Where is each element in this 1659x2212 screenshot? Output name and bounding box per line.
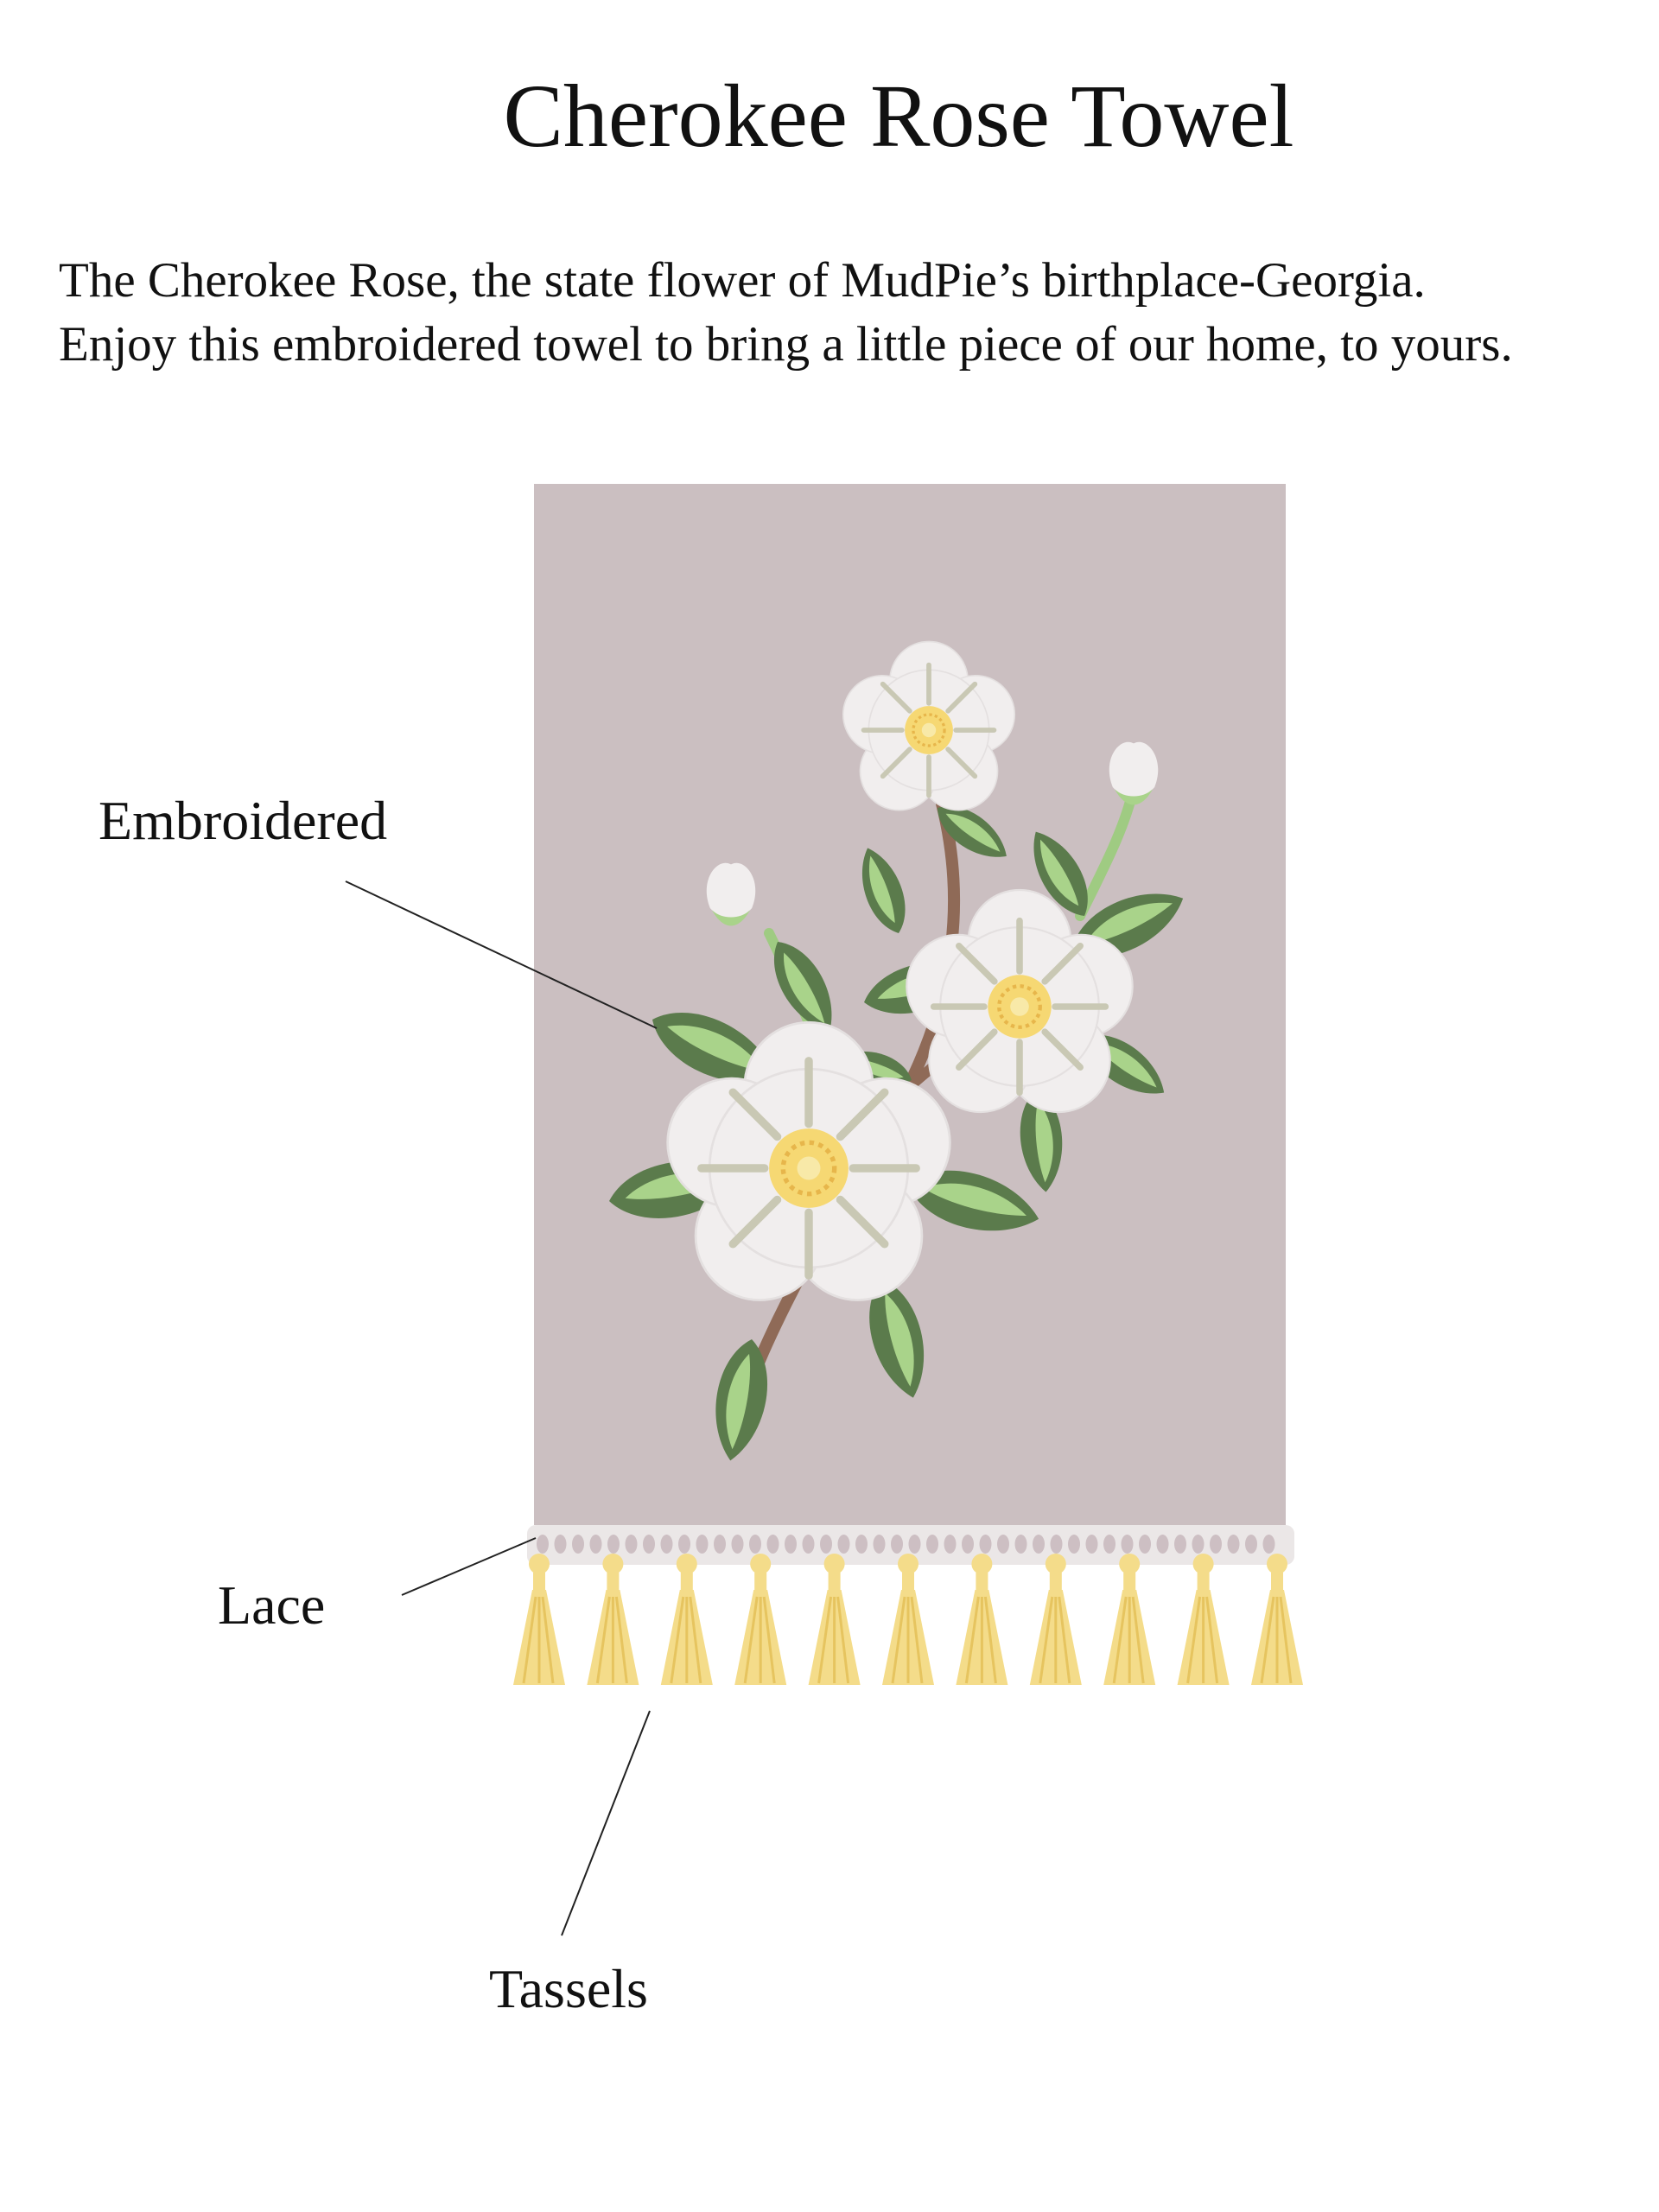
lace-dot: [1174, 1535, 1186, 1554]
lace-dot: [1051, 1535, 1063, 1554]
description-line-1: The Cherokee Rose, the state flower of MudPie’s birthplace-Georgia.: [59, 253, 1426, 308]
tassel: [587, 1554, 639, 1685]
lace-dot: [1139, 1535, 1151, 1554]
lace-dot: [1033, 1535, 1045, 1554]
lace-dot: [1122, 1535, 1134, 1554]
lace-dot: [944, 1535, 957, 1554]
page-title: Cherokee Rose Towel: [503, 67, 1294, 166]
tassels-label: Tassels: [489, 1958, 648, 2019]
lace-dot: [1157, 1535, 1169, 1554]
lace-dot: [767, 1535, 779, 1554]
lace-dot: [909, 1535, 921, 1554]
lace-dot: [607, 1535, 620, 1554]
tassel: [956, 1554, 1007, 1685]
tassel: [809, 1554, 861, 1685]
lace-dot: [1210, 1535, 1222, 1554]
embroidered-label: Embroidered: [99, 790, 388, 851]
description-line-2: Enjoy this embroidered towel to bring a little piece of our home, to yours.: [59, 317, 1513, 372]
lace-dot: [1103, 1535, 1116, 1554]
lace-dot: [537, 1535, 549, 1554]
lace-leader-line: [402, 1538, 536, 1595]
tassels: [513, 1554, 1303, 1685]
lace-dot: [1068, 1535, 1080, 1554]
lace-dot: [874, 1535, 886, 1554]
lace-dot: [855, 1535, 868, 1554]
lace-dot: [803, 1535, 815, 1554]
lace-dot: [926, 1535, 938, 1554]
lace-dot: [962, 1535, 974, 1554]
lace-dot: [997, 1535, 1009, 1554]
lace-dot: [1192, 1535, 1205, 1554]
lace-dot: [555, 1535, 567, 1554]
lace-dot: [838, 1535, 850, 1554]
lace-dot: [1263, 1535, 1275, 1554]
tassels-leader-line: [562, 1711, 650, 1936]
lace-dot: [980, 1535, 992, 1554]
lace-dot: [1228, 1535, 1240, 1554]
tassel: [1178, 1554, 1230, 1685]
lace-dot: [732, 1535, 744, 1554]
lace-dot: [590, 1535, 602, 1554]
lace-dot: [714, 1535, 726, 1554]
lace-dot: [572, 1535, 584, 1554]
tassel: [734, 1554, 786, 1685]
tassel: [513, 1554, 565, 1685]
tassel: [1030, 1554, 1082, 1685]
tassel: [661, 1554, 713, 1685]
lace-dot: [661, 1535, 673, 1554]
lace-dot: [785, 1535, 797, 1554]
lace-dot: [626, 1535, 638, 1554]
lace-dot: [1015, 1535, 1027, 1554]
lace-dot: [678, 1535, 690, 1554]
lace-dot: [891, 1535, 903, 1554]
lace-label: Lace: [218, 1574, 326, 1636]
lace-dot: [1245, 1535, 1257, 1554]
lace-dot: [820, 1535, 832, 1554]
tassel: [882, 1554, 934, 1685]
tassel: [1251, 1554, 1303, 1685]
lace-dot: [1086, 1535, 1098, 1554]
lace-dot: [643, 1535, 655, 1554]
tassel: [1103, 1554, 1155, 1685]
lace-dot: [749, 1535, 761, 1554]
lace-dot: [696, 1535, 709, 1554]
